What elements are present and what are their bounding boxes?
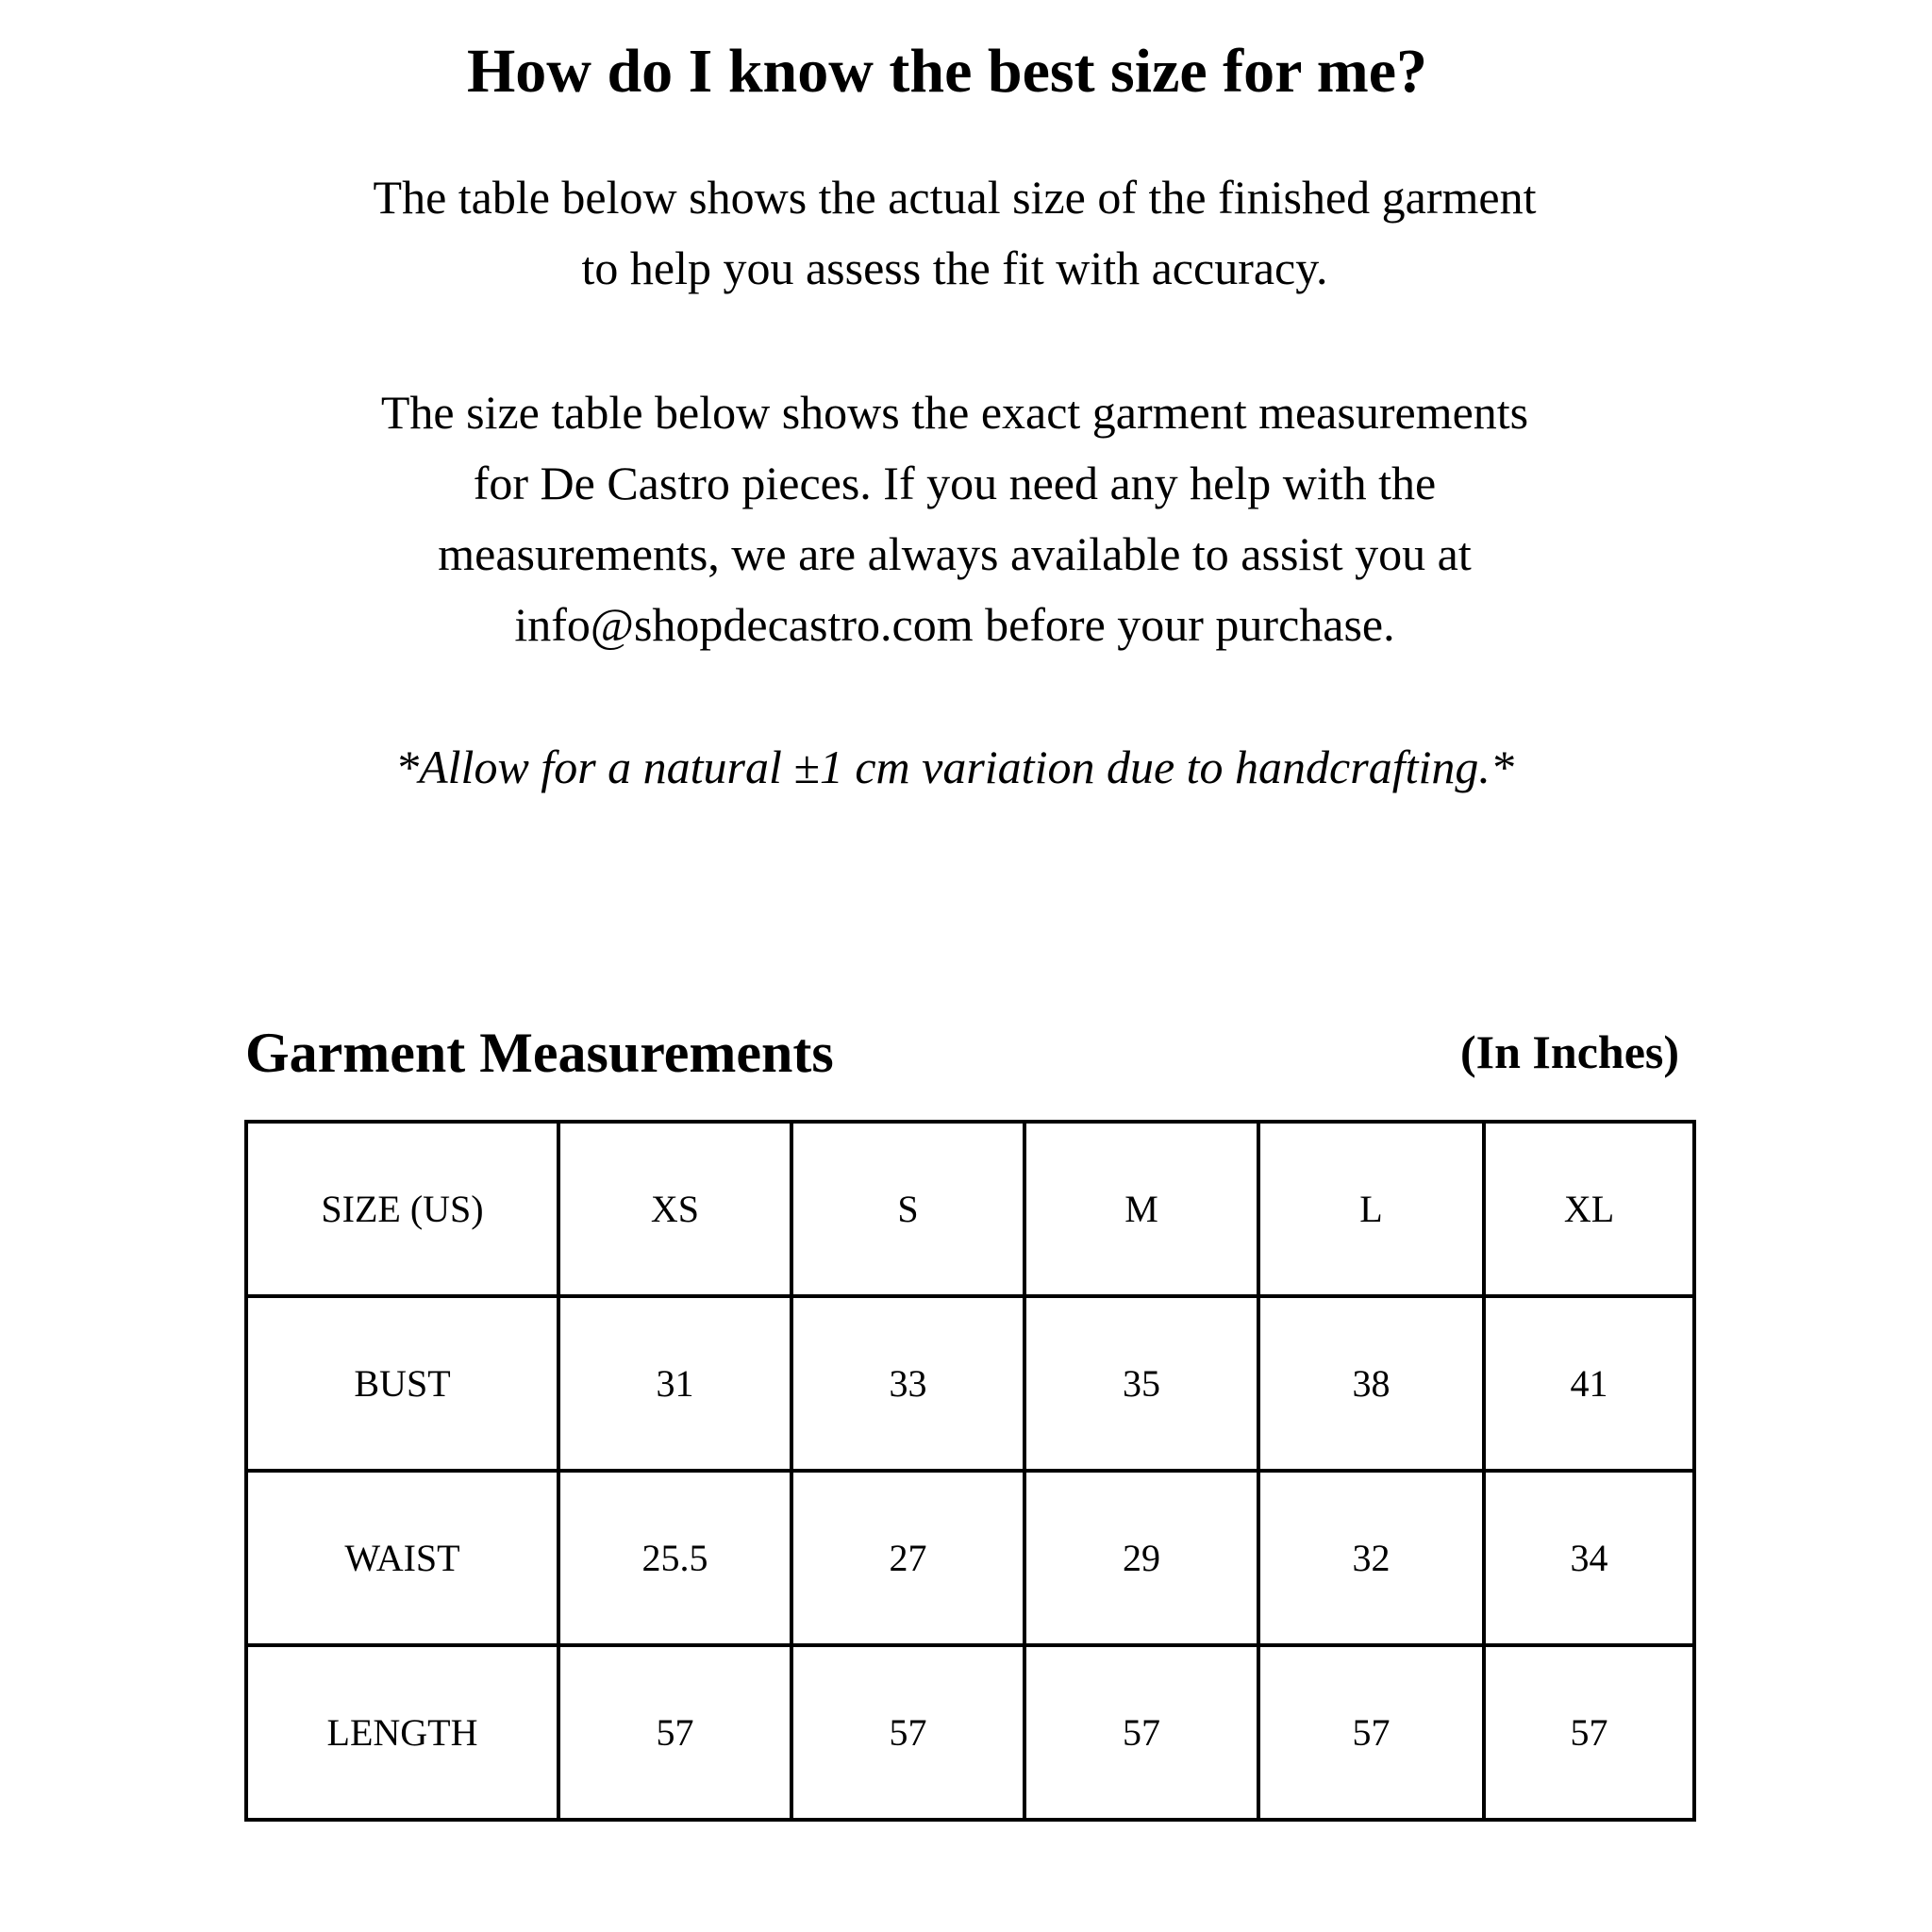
table-cell: 32 — [1258, 1471, 1484, 1645]
table-cell: 25.5 — [558, 1471, 791, 1645]
table-cell: 35 — [1024, 1296, 1258, 1471]
table-cell: 38 — [1258, 1296, 1484, 1471]
header-cell: L — [1258, 1122, 1484, 1296]
table-cell: 29 — [1024, 1471, 1258, 1645]
details-paragraph — [0, 377, 1921, 660]
variation-note: *Allow for a natural ±1 cm variation due to handcrafting.* — [395, 741, 1514, 793]
table-title: Garment Measurements — [245, 1022, 834, 1084]
table-row — [246, 1471, 1694, 1645]
table-row — [246, 1645, 1694, 1820]
table-cell: 31 — [558, 1296, 791, 1471]
intro-paragraph — [0, 162, 1921, 304]
units-label: (In Inches) — [1460, 1025, 1679, 1078]
size-table — [244, 1120, 1696, 1822]
header-cell: M — [1024, 1122, 1258, 1296]
header-cell: XL — [1484, 1122, 1694, 1296]
table-row — [246, 1296, 1694, 1471]
details-line: for De Castro pieces. If you need any help with the — [473, 457, 1437, 509]
header-cell: S — [791, 1122, 1024, 1296]
intro-line: The table below shows the actual size of the finished garment — [373, 171, 1537, 224]
table-cell: 41 — [1484, 1296, 1694, 1471]
header-cell: XS — [558, 1122, 791, 1296]
table-cell: 34 — [1484, 1471, 1694, 1645]
details-line: measurements, we are always available to assist you at — [438, 527, 1472, 580]
details-line: The size table below shows the exact garment measurements — [380, 386, 1529, 439]
row-label: WAIST — [246, 1471, 558, 1645]
table-cell: 27 — [791, 1471, 1024, 1645]
table-cell: 57 — [1484, 1645, 1694, 1820]
table-cell: 57 — [791, 1645, 1024, 1820]
details-line: info@shopdecastro.com before your purchase. — [514, 598, 1395, 651]
intro-line: to help you assess the fit with accuracy. — [581, 242, 1328, 294]
table-cell: 57 — [1024, 1645, 1258, 1820]
table-cell: 57 — [558, 1645, 791, 1820]
table-cell: 57 — [1258, 1645, 1484, 1820]
table-header-row — [246, 1122, 1694, 1296]
row-label: BUST — [246, 1296, 558, 1471]
row-label: LENGTH — [246, 1645, 558, 1820]
header-cell: SIZE (US) — [246, 1122, 558, 1296]
page-title: How do I know the best size for me? — [466, 37, 1428, 106]
table-cell: 33 — [791, 1296, 1024, 1471]
